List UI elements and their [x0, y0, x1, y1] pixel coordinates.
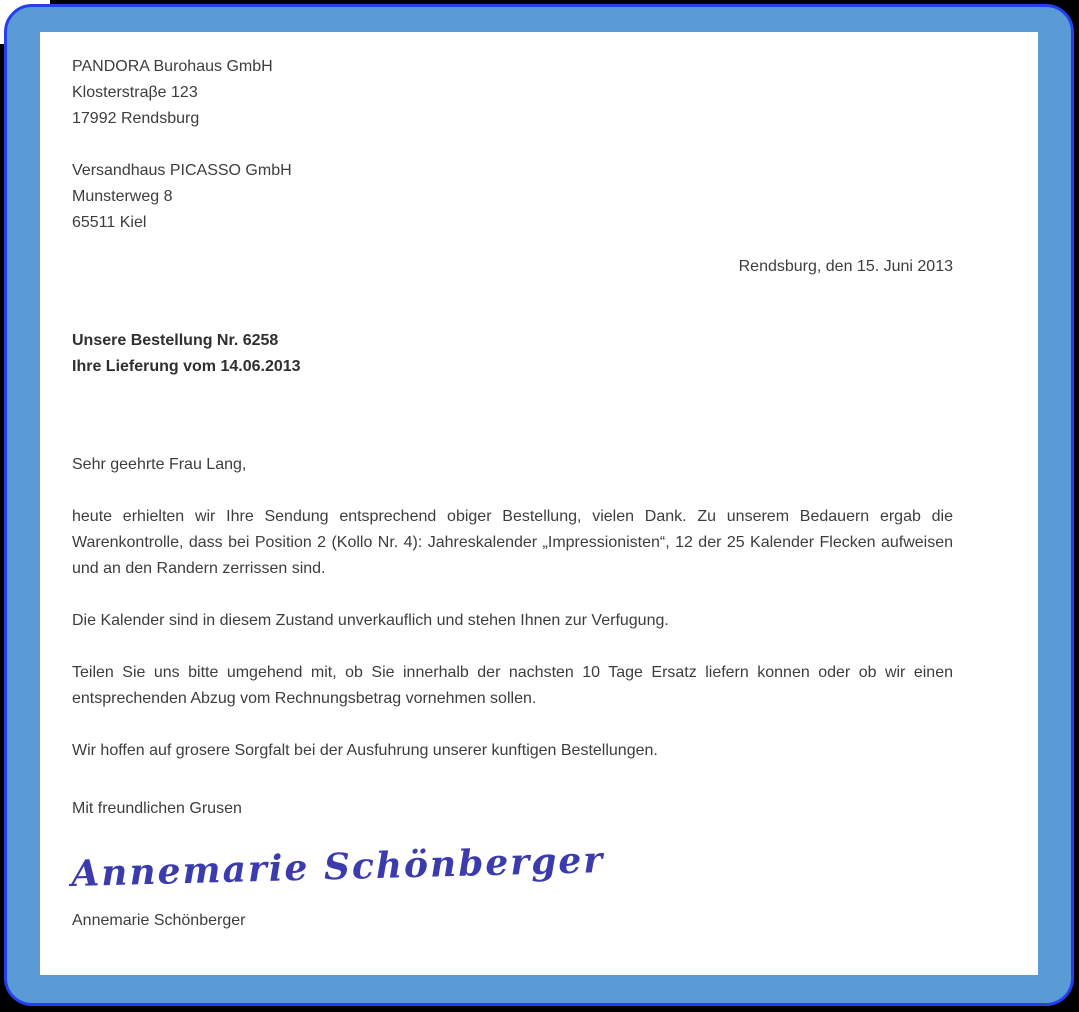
signature-printed-name: Annemarie Schönberger — [72, 912, 246, 929]
recipient-address-block — [72, 158, 953, 236]
recipient-company: Versandhaus PICASSO GmbH — [72, 162, 292, 179]
body-paragraph-3: Teilen Sie uns bitte umgehend mit, ob Sie innerhalb der nachsten 10 Tage Ersatz liefern konnen oder ob wir einen entsprechenden Abzug vom Rechnungsbetrag vornehmen sollen. — [72, 664, 953, 707]
letter-page — [40, 32, 1038, 975]
body-paragraph-1: heute erhielten wir Ihre Sendung entsprechend obiger Bestellung, vielen Dank. Zu unserem Bedauern ergab die Warenkontrolle, dass bei Position 2 (Kollo Nr. 4): Jahreskalender „Impressionisten“, 12 der 25 Kalender Flecken aufweisen und an den Randern zerrissen sind. — [72, 508, 953, 577]
recipient-city: 65511 Kiel — [72, 214, 147, 231]
handwritten-signature: Annemarie Schönberger — [70, 839, 605, 896]
sender-street: Klosterstraβe 123 — [72, 84, 198, 101]
sender-company: PANDORA Burohaus GmbH — [72, 58, 273, 75]
body-paragraph-4: Wir hoffen auf grosere Sorgfalt bei der Ausfuhrung unserer kunftigen Bestellungen. — [72, 742, 658, 759]
subject-delivery-date: Ihre Lieferung vom 14.06.2013 — [72, 358, 301, 375]
salutation: Sehr geehrte Frau Lang, — [72, 456, 247, 473]
sender-address-block — [72, 54, 953, 132]
closing-formula: Mit freundlichen Grusen — [72, 800, 242, 817]
subject-block — [72, 328, 953, 380]
date-line: Rendsburg, den 15. Juni 2013 — [738, 258, 953, 275]
subject-order-number: Unsere Bestellung Nr. 6258 — [72, 332, 279, 349]
recipient-street: Munsterweg 8 — [72, 188, 173, 205]
sender-city: 17992 Rendsburg — [72, 110, 200, 127]
body-paragraph-2: Die Kalender sind in diesem Zustand unverkauflich und stehen Ihnen zur Verfugung. — [72, 612, 669, 629]
letter-content — [40, 32, 1038, 934]
